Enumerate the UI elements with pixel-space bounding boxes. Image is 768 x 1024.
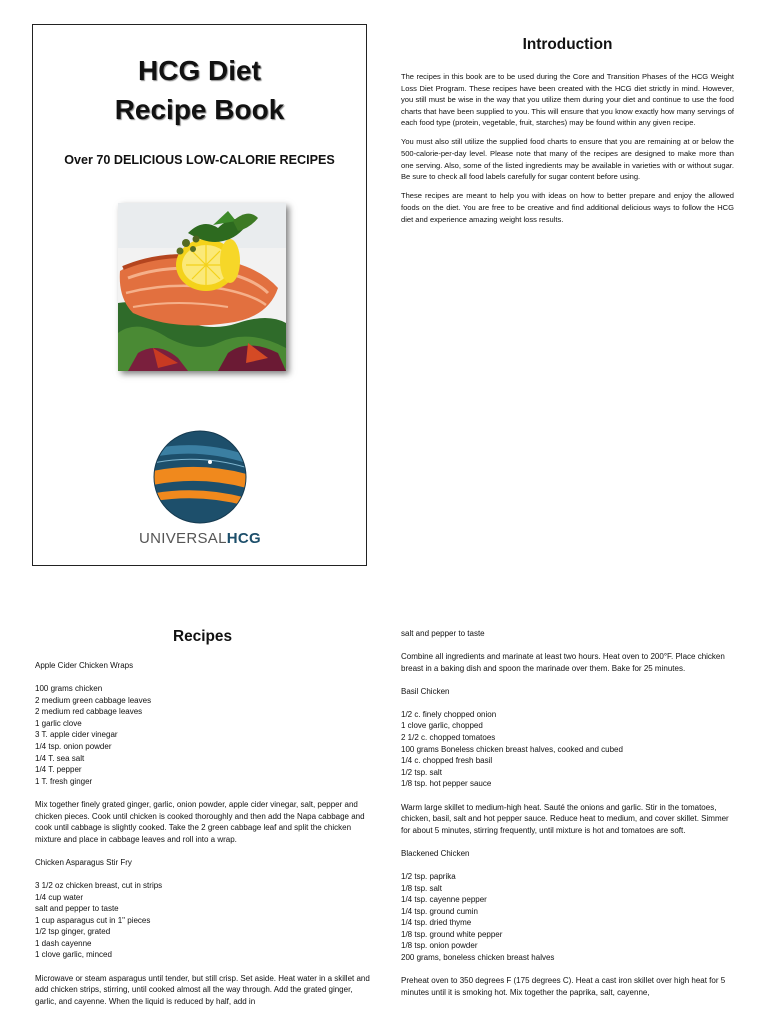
intro-paragraph: These recipes are meant to help you with ideas on how to better prepare and enjoy the allowed foods on the diet. You are free to be creative and find additional delicious ways to follow the HCG diet and experience amazing weight loss results. [401,191,734,224]
ingredient-item: 1 T. fresh ginger [35,776,93,786]
ingredient-item: 200 grams, boneless chicken breast halves [401,953,555,963]
logo-word-hcg: HCG [226,530,261,547]
ingredient-item: salt and pepper to taste [35,904,119,914]
ingredient-item: 1/4 c. chopped fresh basil [401,756,493,766]
salmon-dish-photo [118,203,286,371]
recipe-title-chicken-asparagus-stir-fry: Chicken Asparagus Stir Fry [35,857,132,867]
ingredient-item: 2 medium red cabbage leaves [35,707,143,717]
recipe-directions-stir-fry: Microwave or steam asparagus until tender, but still crisp. Set aside. Heat water in a skillet and add chicken strips, stirring, until cooked almost all the way through. Add the grated ginger, garlic, and cayenne. When the liquid is reduced by half, add in [35,973,370,1006]
ingredient-list-stir-fry [35,880,370,961]
ingredient-item: 1/4 tsp. cayenne pepper [401,895,487,905]
ingredient-item: 1/4 cup water [35,892,84,902]
ingredient-item: 1 dash cayenne [35,938,92,948]
cover-page [32,24,367,566]
ingredient-item: 1/8 tsp. onion powder [401,941,478,951]
ingredient-item: 2 medium green cabbage leaves [35,695,152,705]
logo-wordmark [121,530,279,547]
ingredient-item: salt and pepper to taste [401,629,485,638]
ingredient-list-blackened [401,871,736,964]
ingredient-item: 1/4 tsp. onion powder [35,742,112,752]
ingredient-item: 3 1/2 oz chicken breast, cut in strips [35,880,163,890]
cover-title-line-1: HCG Diet [138,55,261,86]
ingredient-list-apple-cider [35,683,370,787]
ingredient-item: 1/4 tsp. ground cumin [401,906,478,916]
recipe-directions-blackened: Preheat oven to 350 degrees F (175 degrees C). Heat a cast iron skillet over high heat for 5 minutes until it is smoking hot. Mix together the paprika, salt, cayenne, [401,976,726,997]
recipes-left-column [35,628,370,1019]
ingredient-item: 1 cup asparagus cut in 1" pieces [35,915,151,925]
intro-paragraph: The recipes in this book are to be used during the Core and Transition Phases of the HCG Weight Loss Diet Program. These recipes have been created with the HCG diet strictly in mind. However, you still must be wise in the way that you utilize them during your diet and continue to use the food charts that have been supplied to you. This will ensure that you know exactly how many servings of each food type (protein, vegetable, fruit, starches) may be found within any given recipe. [401,72,734,128]
logo-word-universal: UNIVERSAL [139,530,227,547]
ingredient-item: 1/4 T. pepper [35,765,82,775]
recipe-title-apple-cider-chicken-wraps: Apple Cider Chicken Wraps [35,661,134,670]
ingredient-list-basil [401,709,736,790]
ingredient-item: 100 grams chicken [35,684,103,694]
cover-title [33,51,366,129]
recipe-directions-basil: Warm large skillet to medium-high heat. Sauté the onions and garlic. Stir in the tomatoes, chicken, basil, salt and hot pepper sauce. Reduce heat to medium, and cover skillet. Simmer for about 5 minutes, stirring frequently, until mixture is hot and tomatoes are soft. [401,802,729,835]
cover-title-line-2: Recipe Book [114,94,285,125]
ingredient-item: 1/8 tsp. salt [401,883,442,893]
ingredient-item: 1/4 tsp. dried thyme [401,918,472,928]
intro-paragraph: You must also still utilize the supplied food charts to ensure that you are remaining at or below the 500-calorie-per-day level. Please note that many of the recipes are designed to make more than one serving. Also, some of the listed ingredients may be available in varieties with or without sugar. Be sure to check all food labels carefully for sugar content before using. [401,137,734,182]
introduction-section [401,36,734,233]
recipe-title-blackened-chicken: Blackened Chicken [401,848,470,858]
ingredient-item: 1/2 tsp. salt [401,767,442,777]
ingredient-item: 1 clove garlic, minced [35,950,112,960]
universal-hcg-logo [121,430,279,560]
cover-subtitle: Over 70 DELICIOUS LOW-CALORIE RECIPES [64,153,335,167]
ingredient-item: 1 garlic clove [35,718,82,728]
ingredient-item: 100 grams Boneless chicken breast halves, cooked and cubed [401,744,623,754]
ingredient-item: 3 T. apple cider vinegar [35,730,118,740]
recipe-directions-apple-cider: Mix together finely grated ginger, garlic, onion powder, apple cider vinegar, salt, pepper and chicken pieces. Cook until chicken is cooked thoroughly and then add the Napa cabbage and cook until cabbage is slightly cooked. Take the 2 green cabbage leaf and split the chicken mixture and place in cabbage leaves and roll into a wrap. [35,799,365,844]
recipe-directions-continued: Combine all ingredients and marinate at least two hours. Heat oven to 200°F. Place chicken breast in a baking dish and spoon the marinade over them. Bake for 25 minutes. [401,652,725,673]
ingredient-item: 1/2 c. finely chopped onion [401,709,497,719]
ingredient-item: 1/2 tsp ginger, grated [35,927,111,937]
introduction-heading: Introduction [522,36,613,53]
recipes-heading: Recipes [172,628,233,645]
continued-ingredient [401,628,736,640]
recipes-right-column [401,628,736,1010]
ingredient-item: 1/4 T. sea salt [35,753,85,763]
ingredient-item: 2 1/2 c. chopped tomatoes [401,733,496,743]
ingredient-item: 1/8 tsp. ground white pepper [401,929,503,939]
ingredient-item: 1 clove garlic, chopped [401,721,483,731]
ingredient-item: 1/8 tsp. hot pepper sauce [401,779,492,789]
recipe-title-basil-chicken: Basil Chicken [401,686,450,696]
ingredient-item: 1/2 tsp. paprika [401,871,456,881]
